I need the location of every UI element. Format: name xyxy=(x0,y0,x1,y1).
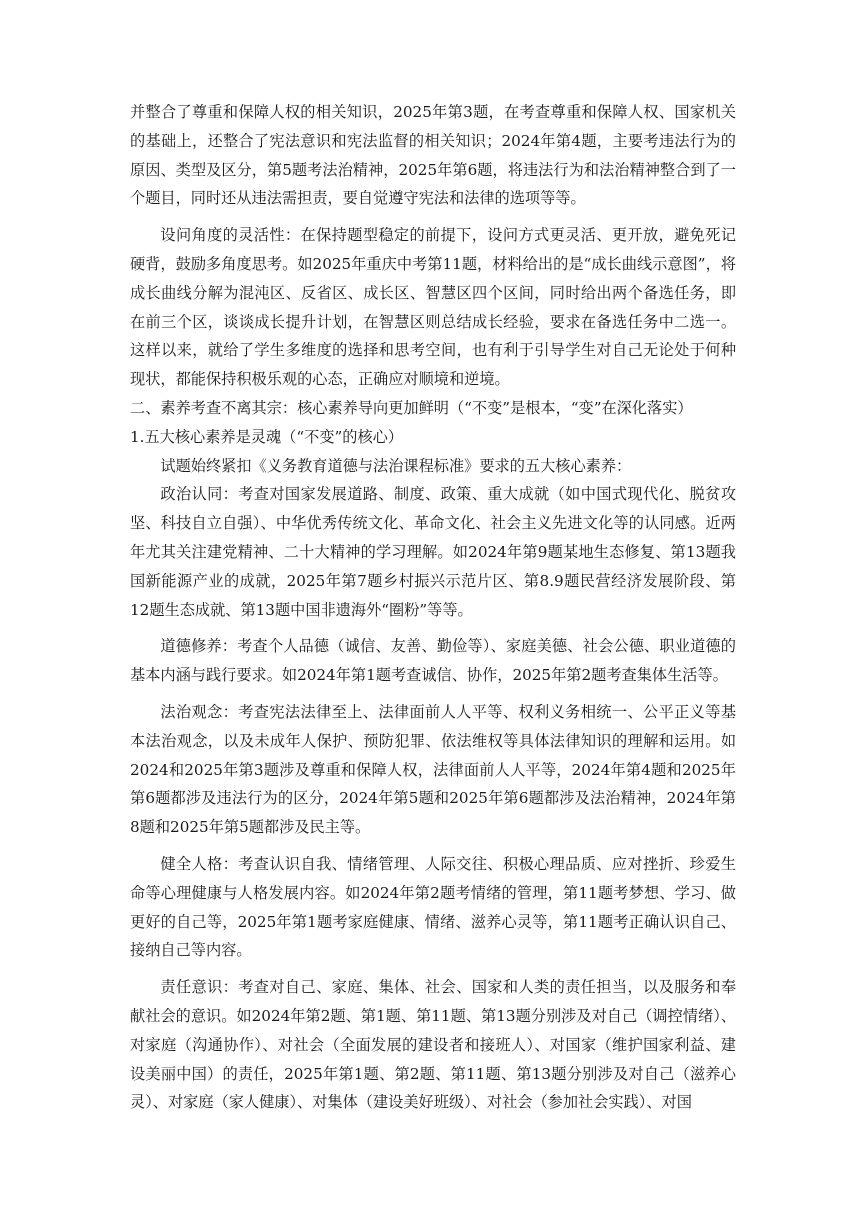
document-body xyxy=(130,98,736,1117)
paragraph-curriculum-standard: 试题始终紧扣《义务教育道德与法治课程标准》要求的五大核心素养： xyxy=(160,456,632,475)
paragraph-political-identity: 政治认同：考查对国家发展道路、制度、政策、重大成就（如中国式现代化、脱贫攻坚、科技自立自强）、中华优秀传统文化、革命文化、社会主义先进文化等的认同感。近两年尤其关注建党精神、二十大精神的学习理解。如2024年第9题某地生态修复、第13题我国新能源产业的成就，2025年第7题乡村振兴示范片区、第8.9题民营经济发展阶段、第12题生态成就、第13题中国非遗海外“圈粉”等等。 xyxy=(130,485,736,619)
paragraph-responsibility: 责任意识：考查对自己、家庭、集体、社会、国家和人类的责任担当，以及服务和奉献社会的意识。如2024年第2题、第1题、第11题、第13题分别涉及对自己（调控情绪）、对家庭（沟通协作）、对社会（全面发展的建设者和接班人）、对国家（维护国家利益、建设美丽中国）的责任，2025年第1题、第2题、第11题、第13题分别涉及对自己（滋养心灵）、对家庭（家人健康）、对集体（建设美好班级）、对社会（参加社会实践）、对国 xyxy=(130,978,736,1112)
paragraph-question-flexibility: 设问角度的灵活性：在保持题型稳定的前提下，设问方式更灵活、更开放，避免死记硬背，鼓励多角度思考。如2025年重庆中考第11题，材料给出的是“成长曲线示意图”，将成长曲线分解为混沌区、反省区、成长区、智慧区四个区间，同时给出两个备选任务，即在前三个区，谈谈成长提升计划，在智慧区则总结成长经验，要求在备选任务中二选一。这样以来，就给了学生多维度的选择和思考空间，也有利于引导学生对自己无论处于何种现状，都能保持积极乐观的心态，正确应对顺境和逆境。 xyxy=(130,226,736,389)
paragraph-continuation: 并整合了尊重和保障人权的相关知识，2025年第3题，在考查尊重和保障人权、国家机关的基础上，还整合了宪法意识和宪法监督的相关知识；2024年第4题，主要考违法行为的原因、类型及区分，第5题考法治精神，2025年第6题，将违法行为和法治精神整合到了一个题目，同时还从违法需担责，要自觉遵守宪法和法律的选项等等。 xyxy=(130,103,736,208)
paragraph-rule-of-law: 法治观念：考查宪法法律至上、法律面前人人平等、权利义务相统一、公平正义等基本法治观念，以及未成年人保护、预防犯罪、依法维权等具体法律知识的理解和运用。如2024和2025年第3题涉及尊重和保障人权，法律面前人人平等，2024年第4题和2025年第6题都涉及违法行为的区分，2024年第5题和2025年第6题都涉及法治精神，2024年第8题和2025年第5题都涉及民主等。 xyxy=(130,702,736,837)
paragraph-moral-cultivation: 道德修养：考查个人品德（诚信、友善、勤俭等）、家庭美德、社会公德、职业道德的基本内涵与践行要求。如2024年第1题考查诚信、协作，2025年第2题考查集体生活等。 xyxy=(130,637,736,685)
paragraph-sound-personality: 健全人格：考查认识自我、情绪管理、人际交往、积极心理品质、应对挫折、珍爱生命等心理健康与人格发展内容。如2024年第2题考情绪的管理，第11题考梦想、学习、做更好的自己等，2025年第1题考家庭健康、情绪、滋养心灵等，第11题考正确认识自己、接纳自己等内容。 xyxy=(130,854,736,960)
subsection-heading-core-literacy: 1.五大核心素养是灵魂（“不变”的核心） xyxy=(130,427,404,446)
section-heading-literacy: 二、素养考查不离其宗：核心素养导向更加鲜明（“不变”是根本，“变”在深化落实） xyxy=(130,398,693,417)
